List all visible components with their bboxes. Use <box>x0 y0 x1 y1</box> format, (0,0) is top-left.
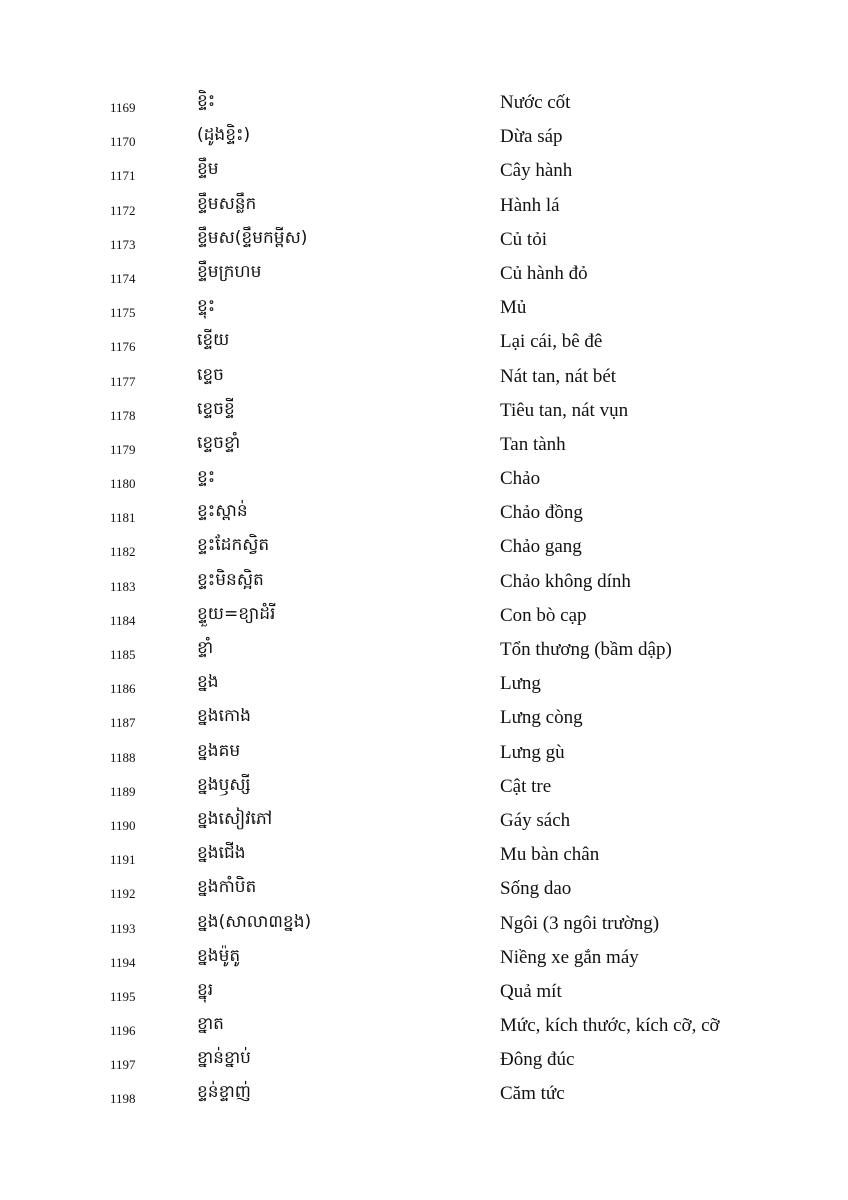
khmer-term: ខ្ទឹមក្រហម <box>197 261 262 282</box>
khmer-term: ខ្នង(សាលា៣ខ្នង) <box>197 911 312 932</box>
vietnamese-translation: Tiêu tan, nát vụn <box>500 399 629 421</box>
entry-number: 1176 <box>110 339 136 355</box>
entry-row <box>0 975 848 1009</box>
entry-row <box>0 120 848 154</box>
khmer-term: ខ្ទេចខ្ទី <box>197 398 235 419</box>
vietnamese-translation: Niềng xe gắn máy <box>500 946 639 968</box>
entry-row <box>0 736 848 770</box>
vietnamese-translation: Đông đúc <box>500 1049 575 1071</box>
khmer-term: ខ្នង <box>197 672 219 693</box>
entry-row <box>0 530 848 564</box>
khmer-term: ខ្ទួយ=ខ្យាដំរី <box>197 603 276 624</box>
vietnamese-translation: Con bò cạp <box>500 604 587 626</box>
entry-number: 1191 <box>110 852 136 868</box>
khmer-term: ខ្ទាំ <box>197 638 214 658</box>
entry-row <box>0 189 848 223</box>
entry-list <box>0 86 848 1112</box>
entry-row <box>0 428 848 462</box>
vietnamese-translation: Hành lá <box>500 194 560 216</box>
entry-row <box>0 872 848 906</box>
khmer-term: ខ្ទន់ខ្ទាញ់ <box>197 1082 251 1103</box>
entry-row <box>0 941 848 975</box>
vietnamese-translation: Củ hành đỏ <box>500 262 588 284</box>
entry-row <box>0 1077 848 1111</box>
entry-number: 1174 <box>110 270 136 286</box>
entry-row <box>0 462 848 496</box>
entry-row <box>0 1009 848 1043</box>
entry-number: 1196 <box>110 1023 136 1039</box>
khmer-term: ខ្ទះមិនស្អិត <box>197 569 264 590</box>
khmer-term: ខ្នងឫស្សី <box>197 774 251 795</box>
vietnamese-translation: Nước cốt <box>500 92 571 113</box>
entry-number: 1189 <box>110 783 136 799</box>
khmer-term: ខ្នុរ <box>197 979 214 1000</box>
khmer-term: ខ្នងគម <box>197 740 241 761</box>
vietnamese-translation: Gáy sách <box>500 809 571 831</box>
entry-number: 1193 <box>110 920 136 936</box>
vietnamese-translation: Cật tre <box>500 775 552 797</box>
vietnamese-translation: Dừa sáp <box>500 126 563 148</box>
entry-number: 1194 <box>110 954 136 970</box>
entry-number: 1184 <box>110 612 136 628</box>
entry-number: 1183 <box>110 578 136 594</box>
khmer-term: ខ្ទុះ <box>197 296 216 317</box>
entry-number: 1192 <box>110 886 136 902</box>
vietnamese-translation: Chảo gang <box>500 536 582 558</box>
entry-number: 1179 <box>110 441 136 457</box>
entry-number: 1177 <box>110 373 136 389</box>
entry-row <box>0 223 848 257</box>
entry-number: 1190 <box>110 817 136 833</box>
entry-number: 1170 <box>110 134 136 150</box>
entry-row <box>0 565 848 599</box>
entry-number: 1173 <box>110 236 136 252</box>
entry-number: 1198 <box>110 1091 136 1107</box>
vietnamese-translation: Ngôi (3 ngôi trường) <box>500 912 660 934</box>
entry-number: 1186 <box>110 681 136 697</box>
vietnamese-translation: Chảo <box>500 468 541 490</box>
vietnamese-translation: Lưng gù <box>500 741 565 763</box>
entry-number: 1171 <box>110 168 136 184</box>
entry-row <box>0 633 848 667</box>
entry-row <box>0 804 848 838</box>
vietnamese-translation: Mủ <box>500 297 527 319</box>
khmer-term: ខ្ទើយ <box>197 330 230 351</box>
entry-number: 1185 <box>110 647 136 662</box>
khmer-term: ខ្ទះដែកស្វិត <box>197 535 270 556</box>
khmer-term: ខ្ទិះ <box>197 91 216 111</box>
vietnamese-translation: Lưng <box>500 673 541 695</box>
entry-row <box>0 360 848 394</box>
khmer-term: ខ្នងសៀវភៅ <box>197 808 273 829</box>
vietnamese-translation: Chảo đồng <box>500 502 583 524</box>
vietnamese-translation: Sống dao <box>500 878 572 900</box>
khmer-term: ខ្ទះ <box>197 467 216 488</box>
khmer-term: ខ្នាត <box>197 1014 224 1035</box>
khmer-term: ខ្នាន់ខ្នាប់ <box>197 1048 251 1069</box>
entry-row <box>0 599 848 633</box>
vietnamese-translation: Mu bàn chân <box>500 844 600 866</box>
khmer-term: ខ្នងកាំបិត <box>197 877 257 898</box>
entry-row <box>0 667 848 701</box>
vietnamese-translation: Lại cái, bê đê <box>500 331 603 353</box>
entry-row <box>0 154 848 188</box>
khmer-term: (ដូងខ្ទិះ) <box>197 125 251 146</box>
entry-row <box>0 838 848 872</box>
khmer-term: ខ្ទឹម <box>197 159 219 180</box>
entry-row <box>0 701 848 735</box>
entry-row <box>0 257 848 291</box>
entry-row <box>0 394 848 428</box>
entry-row <box>0 907 848 941</box>
vietnamese-translation: Chảo không dính <box>500 570 631 592</box>
khmer-term: ខ្ទះស្ពាន់ <box>197 501 248 522</box>
vietnamese-translation: Củ tỏi <box>500 228 547 250</box>
entry-number: 1181 <box>110 510 136 526</box>
entry-number: 1169 <box>110 100 136 115</box>
entry-number: 1195 <box>110 988 136 1004</box>
vietnamese-translation: Tan tành <box>500 433 566 455</box>
vietnamese-translation: Mức, kích thước, kích cỡ, cỡ <box>500 1015 720 1037</box>
entry-number: 1188 <box>110 749 136 765</box>
vietnamese-translation: Nát tan, nát bét <box>500 365 617 387</box>
vietnamese-translation: Căm tức <box>500 1083 565 1105</box>
khmer-term: ខ្ទេចខ្ទាំ <box>197 432 241 453</box>
khmer-term: ខ្ទឹមសន្លឹក <box>197 193 257 214</box>
entry-row <box>0 1043 848 1077</box>
khmer-term: ខ្នងជើង <box>197 843 246 864</box>
vietnamese-translation: Tổn thương (bầm dập) <box>500 639 672 660</box>
khmer-term: ខ្ទេច <box>197 364 224 385</box>
vietnamese-translation: Cây hành <box>500 160 573 182</box>
entry-row <box>0 770 848 804</box>
entry-number: 1180 <box>110 476 136 492</box>
entry-row <box>0 325 848 359</box>
khmer-term: ខ្នងម៉ូតូ <box>197 945 241 966</box>
entry-number: 1178 <box>110 407 136 423</box>
entry-number: 1187 <box>110 715 136 731</box>
entry-number: 1175 <box>110 305 136 321</box>
entry-row <box>0 496 848 530</box>
entry-number: 1182 <box>110 544 136 560</box>
vietnamese-translation: Lưng còng <box>500 707 583 729</box>
khmer-term: ខ្នងកោង <box>197 706 251 727</box>
entry-number: 1197 <box>110 1057 136 1073</box>
entry-row <box>0 86 848 120</box>
entry-row <box>0 291 848 325</box>
vietnamese-translation: Quả mít <box>500 980 562 1002</box>
khmer-term: ខ្ទឹមស(ខ្ទឹមកម្ពីស) <box>197 227 308 248</box>
entry-number: 1172 <box>110 202 136 218</box>
